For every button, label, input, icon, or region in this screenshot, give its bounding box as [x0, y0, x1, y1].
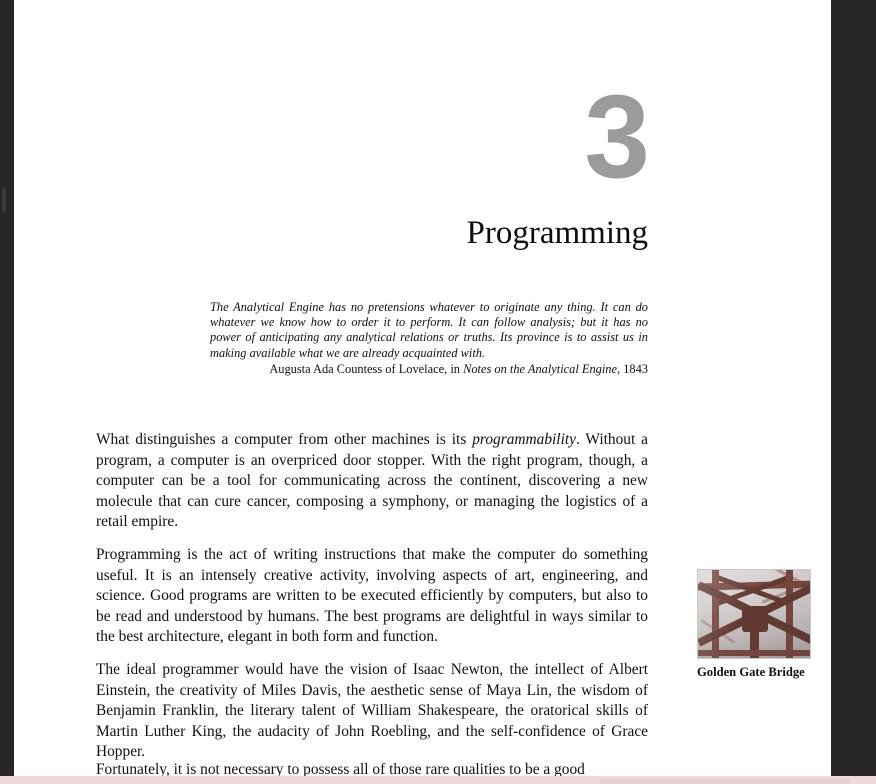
paragraph-1-emphasis: programmability — [472, 431, 576, 448]
viewer-right-gutter — [832, 0, 876, 784]
epigraph-attribution-author: Augusta Ada Countess of Lovelace, in — [269, 361, 464, 376]
bridge-post-left — [712, 570, 719, 658]
bridge-bottom-rail — [698, 650, 810, 656]
body-text-column — [96, 430, 648, 763]
bridge-cross-brace-2 — [698, 581, 810, 646]
viewer-bottom-bar-highlight — [600, 778, 850, 784]
paragraph-1 — [96, 430, 648, 533]
bridge-cross-brace-1 — [698, 581, 810, 646]
bridge-post-center — [750, 616, 759, 658]
bridge-diagonal-upper-right — [717, 575, 788, 605]
bridge-post-right — [786, 570, 793, 658]
epigraph-attribution-year: , 1843 — [617, 361, 648, 376]
bridge-photo — [697, 569, 811, 659]
epigraph-attribution — [210, 361, 648, 377]
figure-caption: Golden Gate Bridge — [697, 665, 805, 679]
bridge-truss-image — [698, 570, 810, 658]
chapter-number: 3 — [584, 71, 648, 203]
epigraph-quote: The Analytical Engine has no pretensions whatever to originate any thing. It can do whatever we know how to order it to perform. It can follow analysis; but it has no power of anticipating any analytical relations or truths. Its province is to assist us in making available what we are already acquainted with. — [210, 300, 648, 360]
epigraph-attribution-work: Notes on the Analytical Engine — [463, 361, 618, 376]
paragraph-4-clipped: Fortunately, it is not necessary to possess all of those rare qualities to be a good — [96, 761, 585, 776]
bridge-strut-far-1 — [761, 570, 810, 591]
paragraph-1-lead: What distinguishes a computer from other machines is its — [96, 431, 473, 448]
paragraph-3: The ideal programmer would have the vision of Isaac Newton, the intellect of Albert Einstein, the creativity of Miles Davis, the aesthetic sense of Maya Lin, the wisdom of Benjamin Franklin, the literary talent of William Shakespeare, the oratorical skills of Martin Luther King, the audacity of John Roebling, and the self-confidence of Grace Hopper. — [96, 660, 648, 761]
bridge-diagonal-upper-left — [717, 575, 788, 605]
paragraph-1-rest: . Without a program, a computer is an overpriced door stopper. With the right program, though, a computer can be a tool for communicating across the continent, discovering a new molecule that can cure cancer, composing a symphony, or managing the logistics of a retail empire. — [96, 431, 648, 531]
bridge-strut-far-2 — [762, 579, 810, 604]
document-page — [14, 0, 831, 777]
figure-golden-gate-bridge — [697, 569, 811, 680]
page-title: Programming — [466, 215, 648, 251]
viewer-left-gutter — [0, 0, 13, 784]
bridge-strut-far-3 — [701, 619, 736, 644]
scrollbar-thumb[interactable] — [2, 188, 6, 212]
epigraph-block — [210, 300, 648, 377]
bridge-gusset-plate — [742, 606, 768, 632]
paragraph-2: Programming is the act of writing instructions that make the computer do something useful. It is an intensely creative activity, involving aspects of art, engineering, and science. Good programs are written to be executed efficiently by computers, but also to be read and understood by humans. The best programs are delightful in ways similar to the best architecture, elegant in both form and function. — [96, 545, 648, 646]
bridge-top-chord — [698, 580, 810, 590]
